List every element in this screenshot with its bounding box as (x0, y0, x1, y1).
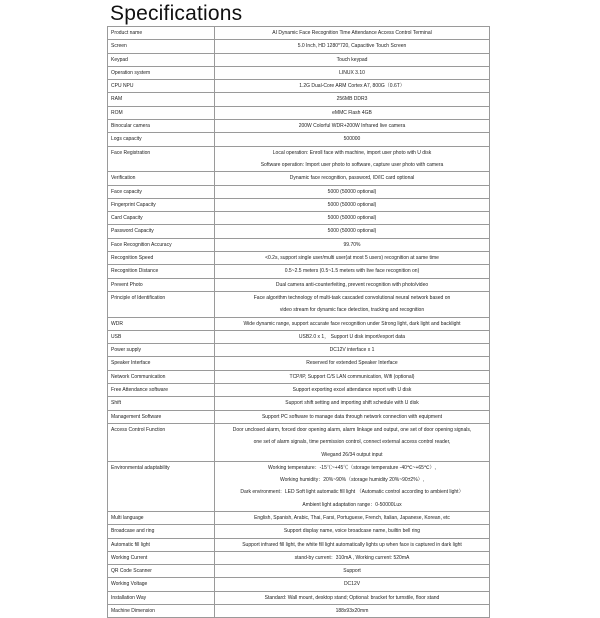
spec-value (215, 120, 490, 133)
spec-value (215, 225, 490, 238)
spec-value-line: 500000 (343, 136, 361, 143)
spec-value-line: Support (343, 568, 361, 575)
spec-label: Working Current (108, 551, 215, 564)
spec-label: Binocular camera (108, 120, 215, 133)
spec-label: Speaker Interface (108, 357, 215, 370)
spec-row (108, 198, 490, 211)
spec-value (215, 53, 490, 66)
spec-value-line: Working temperature：-15℃~+45℃（storage temperature -40℃~+65℃）, (268, 464, 436, 471)
spec-value-line: English, Spanish, Arabic, Thai, Farsi, Portuguese, French, Italian, Japanese, Korean, etc (254, 514, 450, 521)
spec-row (108, 551, 490, 564)
spec-value (215, 252, 490, 265)
spec-row (108, 525, 490, 538)
spec-label: Face capacity (108, 185, 215, 198)
spec-row (108, 185, 490, 198)
spec-value (215, 370, 490, 383)
spec-label: Face Recognition Accuracy (108, 238, 215, 251)
spec-value (215, 66, 490, 79)
spec-value (215, 40, 490, 53)
spec-label: QR Code Scanner (108, 565, 215, 578)
spec-row (108, 344, 490, 357)
spec-label: Network Communication (108, 370, 215, 383)
spec-label: Power supply (108, 344, 215, 357)
spec-label: Prevent Photo (108, 278, 215, 291)
spec-row (108, 538, 490, 551)
spec-value (215, 525, 490, 538)
spec-label: Operation system (108, 66, 215, 79)
spec-value (215, 461, 490, 511)
spec-value (215, 591, 490, 604)
spec-label: Broadcase and ring (108, 525, 215, 538)
spec-label: Face Registration (108, 146, 215, 172)
spec-label: Recognition Distance (108, 265, 215, 278)
spec-value (215, 265, 490, 278)
spec-value-line: Door unclosed alarm, forced door opening alarm, alarm linkage and output, one set of door opening signals, (232, 426, 472, 433)
spec-row (108, 330, 490, 343)
spec-row (108, 40, 490, 53)
spec-value (215, 551, 490, 564)
specifications-table-body (108, 27, 490, 618)
spec-value-line: 5000 (50000 optional) (327, 228, 377, 235)
spec-label: Multi language (108, 511, 215, 524)
spec-label: Installation Way (108, 591, 215, 604)
spec-value-line: Local operation: Enroll face with machine, import user photo with U disk (272, 149, 432, 156)
spec-value-line: Dual camera anti-counterfeiting, prevent recognition with photo/video (275, 281, 429, 288)
spec-label: Machine Dimension (108, 605, 215, 618)
spec-value (215, 185, 490, 198)
spec-value (215, 538, 490, 551)
spec-value-line: 200W Colorful WDR+200W Infrared live camera (298, 123, 406, 130)
spec-value (215, 605, 490, 618)
spec-value-line: LINUX 3.10 (339, 69, 365, 76)
spec-value (215, 384, 490, 397)
spec-label: Shift (108, 397, 215, 410)
spec-value-line: Support shift setting and importing shift schedule with U disk (285, 400, 419, 407)
spec-row (108, 53, 490, 66)
spec-value (215, 344, 490, 357)
spec-label: Automatic fill light (108, 538, 215, 551)
spec-value-line: Support display name, voice broadcase name, builtin bell ring (283, 528, 421, 535)
spec-value-line: 256MB DDR3 (336, 96, 368, 103)
spec-value-line: stand-by current：310mA , Working current: 520mA (294, 554, 410, 561)
spec-row (108, 278, 490, 291)
spec-label: Management Software (108, 410, 215, 423)
spec-row (108, 578, 490, 591)
spec-value-line: Reserved for extended Speaker Interface (306, 360, 398, 367)
spec-value (215, 93, 490, 106)
spec-label: Environmental adaptability (108, 461, 215, 511)
spec-value-line: video stream for dynamic face detection, tracking and recognition (279, 307, 425, 314)
spec-value (215, 578, 490, 591)
spec-value (215, 330, 490, 343)
spec-value (215, 397, 490, 410)
spec-value-line: Wide dynamic range, support accurate face recognition under Strong light, dark light and backlight (243, 320, 461, 327)
page-title: Specifications (110, 2, 243, 25)
spec-value-line: AI Dynamic Face Recognition Time Attendance Access Control Terminal (272, 30, 432, 36)
spec-value (215, 291, 490, 317)
spec-value-line: Ambient light adaptation range：0-50000Lux (302, 501, 402, 508)
spec-value-line: DC12V (343, 581, 361, 588)
spec-value-line: Dynamic face recognition, password, ID/IC card optional (289, 175, 415, 182)
spec-row (108, 252, 490, 265)
spec-label: Working Voltage (108, 578, 215, 591)
spec-value-line: Wiegand 26/34 output input (321, 451, 383, 458)
spec-label: Fingerprint Capacity (108, 198, 215, 211)
spec-label: Logs capacity (108, 133, 215, 146)
spec-value-line: 5000 (50000 optional) (327, 188, 377, 195)
spec-value-line: Support exporting excel attendance report with U disk (292, 387, 412, 394)
spec-row (108, 591, 490, 604)
spec-row (108, 93, 490, 106)
spec-row (108, 397, 490, 410)
spec-label: Free Attendance software (108, 384, 215, 397)
spec-label: Recognition Speed (108, 252, 215, 265)
spec-label: USB (108, 330, 215, 343)
spec-label: Screen (108, 40, 215, 53)
spec-value (215, 198, 490, 211)
spec-row (108, 27, 490, 40)
spec-row (108, 265, 490, 278)
spec-value-line: Touch keypad (336, 56, 368, 63)
spec-row (108, 370, 490, 383)
spec-label: Password Capacity (108, 225, 215, 238)
spec-row (108, 565, 490, 578)
spec-value-line: one set of alarm signals, time permission control, connect external access control reader, (253, 439, 451, 446)
spec-row (108, 317, 490, 330)
spec-row (108, 80, 490, 93)
spec-label: WDR (108, 317, 215, 330)
spec-row (108, 146, 490, 172)
spec-value-line: 5.0 Inch, HD 1280*720, Capacitive Touch Screen (297, 43, 407, 50)
spec-row (108, 106, 490, 119)
spec-row (108, 291, 490, 317)
spec-value-line: DC12V interface x 1 (329, 347, 375, 354)
spec-label: Principle of Identification (108, 291, 215, 317)
spec-row (108, 461, 490, 511)
spec-row (108, 605, 490, 618)
spec-value-line: 188x93x20mm (335, 608, 369, 615)
spec-label: Access Control Function (108, 423, 215, 461)
spec-value (215, 212, 490, 225)
spec-value (215, 317, 490, 330)
spec-value-line: TCP/IP, Support C/S LAN communication, Wifi (optional) (289, 373, 415, 380)
spec-label: ROM (108, 106, 215, 119)
spec-value-line: Standard: Wall mount, desktop stand; Optional: bracket for turnstile, floor stand (264, 594, 440, 601)
spec-value-line: 5000 (50000 optional) (327, 215, 377, 222)
spec-label: CPU NPU (108, 80, 215, 93)
spec-value (215, 357, 490, 370)
spec-value-line: USB2.0 x 1， Support U disk import/export data (298, 333, 406, 340)
spec-value (215, 565, 490, 578)
spec-value-line: Working humidity：20%~90%（storage humidity 20%~90±2%）, (279, 477, 425, 484)
spec-label: Verification (108, 172, 215, 185)
spec-value-line: Software operation: Import user photo to software, capture user photo with camera (260, 161, 444, 168)
spec-row (108, 410, 490, 423)
spec-row (108, 238, 490, 251)
spec-value (215, 133, 490, 146)
spec-row (108, 120, 490, 133)
specifications-table (107, 26, 490, 618)
spec-value (215, 278, 490, 291)
spec-value-line: Support PC software to manage data through network connection with equipment (261, 413, 443, 420)
spec-value (215, 410, 490, 423)
spec-value-line: Dark environment：LED Soft light automatic fill light （Automatic control according to ambient light） (240, 489, 464, 496)
spec-value-line: 99.70% (343, 241, 361, 248)
spec-value-line: Support infrared fill light, the white fill light automatically lights up when face is captured in dark light (242, 541, 462, 548)
spec-row (108, 423, 490, 461)
spec-value (215, 106, 490, 119)
spec-value-line: <0.2s, support single user/multi user(at most 5 users) recognition at same time (265, 255, 439, 262)
spec-row (108, 384, 490, 397)
spec-row (108, 212, 490, 225)
spec-row (108, 172, 490, 185)
spec-label: RAM (108, 93, 215, 106)
spec-value-line: 0.5~2.5 meters (0.5~1.5 meters with live face recognition on) (284, 268, 420, 275)
spec-row (108, 357, 490, 370)
spec-row (108, 133, 490, 146)
spec-label: Keypad (108, 53, 215, 66)
spec-value (215, 80, 490, 93)
spec-value-line: Face algorithm technology of multi-task cascaded convolutional neural network based on (253, 294, 451, 301)
spec-value-line: eMMC Flash 4GB (332, 109, 372, 116)
spec-value (215, 238, 490, 251)
spec-value-line: 1.2G Dual-Core ARM Cortex A7, 800G（0.6T） (299, 83, 405, 90)
spec-value (215, 146, 490, 172)
spec-value-line: 5000 (50000 optional) (327, 201, 377, 208)
spec-value (215, 172, 490, 185)
spec-value (215, 423, 490, 461)
spec-row (108, 511, 490, 524)
spec-row (108, 225, 490, 238)
spec-label: Card Capacity (108, 212, 215, 225)
spec-row (108, 66, 490, 79)
spec-label: Product name (108, 27, 215, 40)
spec-value (215, 27, 490, 40)
spec-value (215, 511, 490, 524)
